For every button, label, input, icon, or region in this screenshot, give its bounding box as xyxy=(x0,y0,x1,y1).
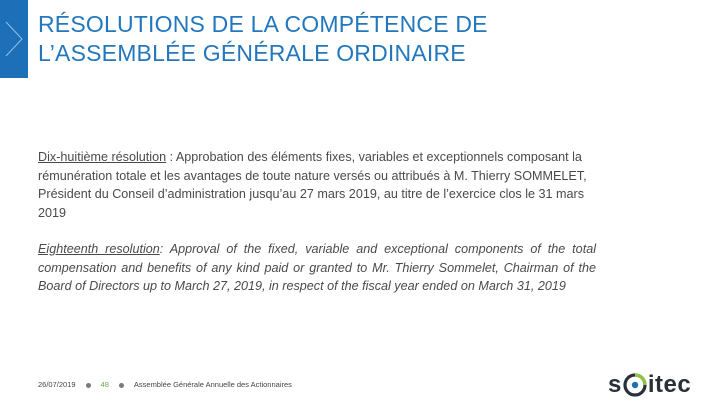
footer-separator-dot xyxy=(86,383,91,388)
slide-title-line-2: L’ASSEMBLÉE GÉNÉRALE ORDINAIRE xyxy=(38,40,466,66)
resolution-en-text: : Approval of the fixed, variable and exceptional components of the total compensation and benefits of any kind paid or granted to Mr. Thierry Sommelet, Chairman of the Board of Directors up to March 27, 2019, in respect of the fiscal year ended on March 31, 2019 xyxy=(38,242,596,293)
resolution-fr xyxy=(38,148,604,222)
footer-page-number: 48 xyxy=(100,380,109,389)
footer-date: 26/07/2019 xyxy=(38,380,76,389)
logo-text-right: itec xyxy=(647,371,692,398)
chevron-right-icon xyxy=(0,0,28,78)
resolution-fr-text: : Approbation des éléments fixes, variables et exceptionnels composant la rémunération totale et les avantages de toute nature versés ou attribués à M. Thierry SOMMELET, Président du Conseil d’administration jusqu’au 27 mars 2019, au titre de l’exercice clos le 31 mars 2019 xyxy=(38,150,587,220)
slide-title xyxy=(38,10,638,68)
footer-event: Assemblée Générale Annuelle des Actionnaires xyxy=(133,380,292,389)
slide-title-line-1: RÉSOLUTIONS DE LA COMPÉTENCE DE xyxy=(38,11,488,37)
resolution-en-label: Eighteenth resolution xyxy=(38,242,160,256)
soitec-logo xyxy=(608,368,691,402)
resolution-fr-label: Dix-huitième résolution xyxy=(38,150,167,164)
footer-separator-dot xyxy=(119,383,124,388)
soitec-emblem-icon xyxy=(623,373,647,397)
footer xyxy=(38,378,292,392)
resolution-en xyxy=(38,240,596,296)
logo-text-left: s xyxy=(608,371,622,398)
